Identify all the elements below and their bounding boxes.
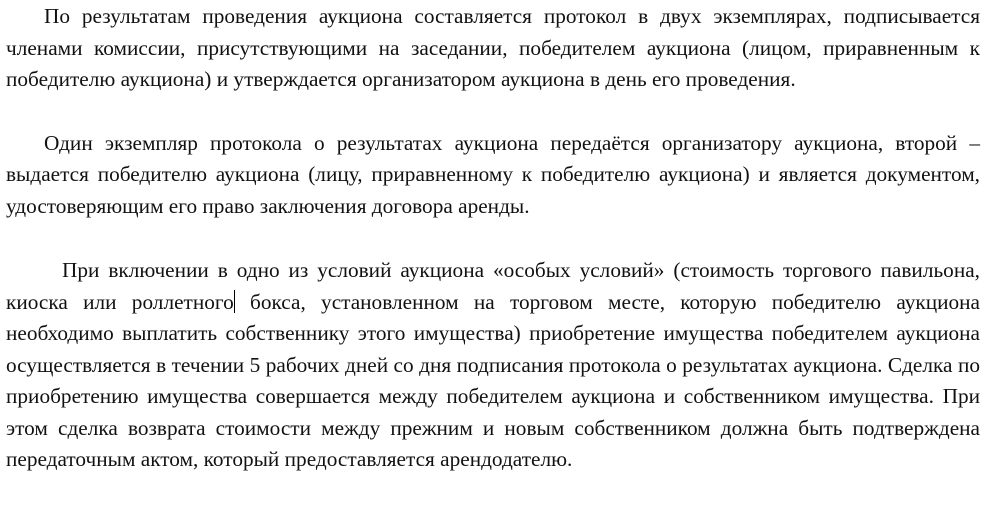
paragraph-2: Один экземпляр протокола о результатах аукциона передаётся организатору аукциона, второй – выдается победителю аукциона (лицу, приравненному к победителю аукциона) и является документом, удостоверяющим его право заключения договора аренды. [6,130,980,218]
document-page[interactable] [6,0,980,476]
paragraph-3-text-before-cursor: При включении в одно из условий аукциона «особых условий» (стоимость торгового павильона, киоска или роллетного [6,258,980,314]
paragraph-3 [6,255,980,476]
paragraph-3-text-after-cursor: бокса, установленном на торговом месте, которую победителю аукциона необходимо выплатить собственнику этого имущества) приобретение имущества победителем аукциона осуществляется в течении 5 рабочих дней со дня подписания протокола о результатах аукциона. Сделка по приобретению имущества совершается между победителем аукциона и собственником имущества. При этом сделка возврата стоимости между прежним и новым собственником должна быть подтверждена передаточным актом, который предоставляется арендодателю. [6,289,980,471]
paragraph-1: По результатам проведения аукциона составляется протокол в двух экземплярах, подписывается членами комиссии, присутствующими на заседании, победителем аукциона (лицом, приравненным к победителю аукциона) и утверждается организатором аукциона в день его проведения. [6,4,980,91]
